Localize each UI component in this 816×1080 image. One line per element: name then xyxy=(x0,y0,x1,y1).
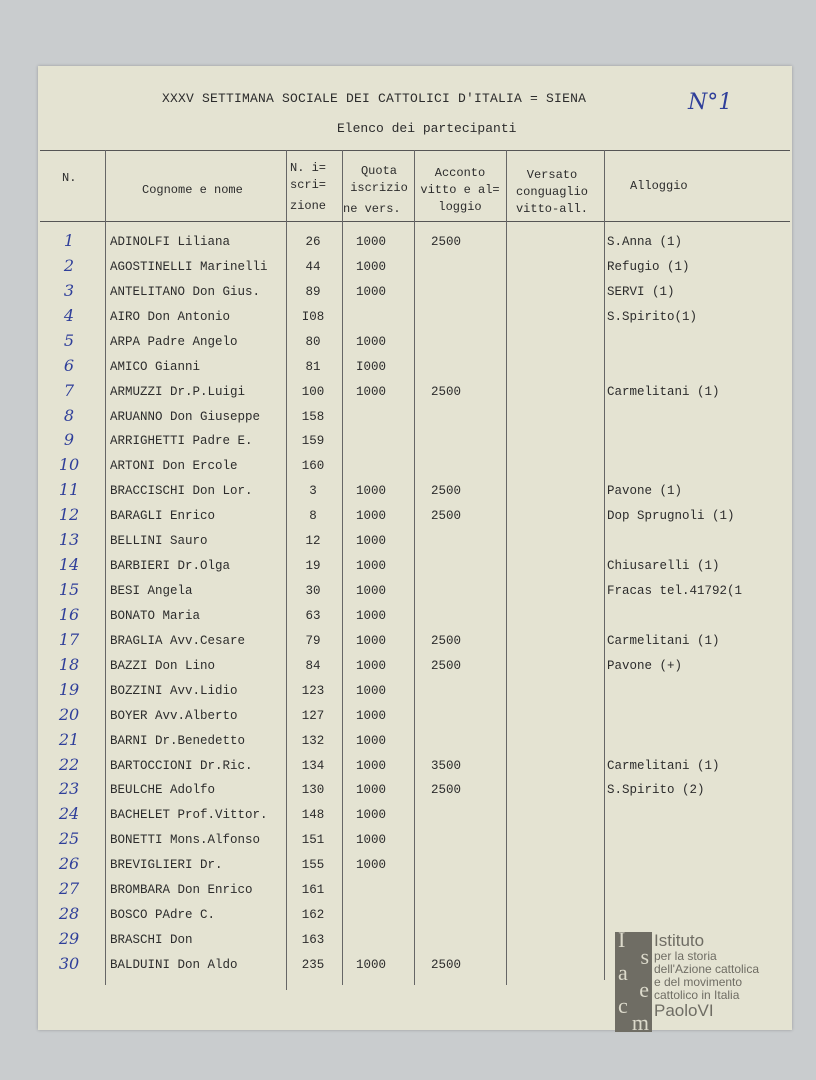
row-number: 27 xyxy=(58,879,80,899)
participant-name: BARAGLI Enrico xyxy=(110,509,216,524)
lodging: Refugio (1) xyxy=(607,259,690,274)
lodging: Chiusarelli (1) xyxy=(607,559,720,574)
row-number: 1 xyxy=(63,231,75,250)
registration-number: 155 xyxy=(301,858,325,873)
registration-number: 89 xyxy=(305,284,321,299)
lodging: Dop Sprugnoli (1) xyxy=(607,509,735,524)
logo-letter: I xyxy=(618,927,626,952)
participant-name: BARNI Dr.Benedetto xyxy=(110,733,246,748)
header-iscrizione xyxy=(290,160,326,215)
participant-name: BOYER Avv.Alberto xyxy=(110,708,238,723)
registration-number: 19 xyxy=(305,559,321,574)
column-divider xyxy=(105,150,106,985)
participant-name: ADINOLFI Liliana xyxy=(110,235,231,249)
deposit: 2500 xyxy=(430,633,461,648)
deposit: 3500 xyxy=(430,758,461,773)
participant-name: BRAGLIA Avv.Cesare xyxy=(110,633,246,648)
fee-paid: 1000 xyxy=(355,733,386,748)
registration-number: 30 xyxy=(305,584,321,599)
registration-number: 134 xyxy=(301,758,325,773)
header-n: N. xyxy=(62,171,77,185)
participant-name: BEULCHE Adolfo xyxy=(110,783,216,798)
registration-number: 79 xyxy=(305,633,321,648)
registration-number: 3 xyxy=(309,484,317,499)
row-number: 28 xyxy=(58,904,80,924)
registration-number: 162 xyxy=(301,908,325,923)
logo-line: e del movimento xyxy=(654,975,743,989)
row-number: 26 xyxy=(58,854,80,874)
registration-number: 81 xyxy=(305,359,321,374)
deposit: 2500 xyxy=(430,957,461,972)
fee-paid: 1000 xyxy=(355,658,386,673)
participant-name: BRASCHI Don xyxy=(110,933,193,948)
lodging: Carmelitani (1) xyxy=(607,384,720,399)
participant-name: BALDUINI Don Aldo xyxy=(110,957,238,972)
logo-text xyxy=(654,932,759,1020)
header-line: N. i= xyxy=(290,161,327,175)
row-number: 16 xyxy=(58,604,80,624)
header-line: iscrizio xyxy=(350,181,408,195)
lodging: SERVI (1) xyxy=(607,284,675,299)
isacem-watermark-logo xyxy=(615,927,760,1037)
registration-number: 127 xyxy=(301,708,325,723)
fee-paid: 1000 xyxy=(355,608,386,623)
participant-name: BAZZI Don Lino xyxy=(110,658,216,673)
header-line: loggio xyxy=(438,200,482,214)
lodging: Pavone (1) xyxy=(607,484,683,499)
header-line: conguaglio xyxy=(515,185,588,199)
participant-name: AMICO Gianni xyxy=(110,359,201,374)
participant-name: BREVIGLIERI Dr. xyxy=(110,858,223,873)
header-versato xyxy=(506,167,598,218)
registration-number: 8 xyxy=(309,509,317,524)
deposit: 2500 xyxy=(430,235,461,249)
registration-number: 12 xyxy=(305,534,321,549)
row-number: 29 xyxy=(58,929,80,949)
participant-name: BARBIERI Dr.Olga xyxy=(110,559,231,574)
column-divider xyxy=(506,150,507,985)
registration-number: I08 xyxy=(301,309,325,324)
participant-name: BACHELET Prof.Vittor. xyxy=(110,808,268,823)
fee-paid: 1000 xyxy=(355,235,386,249)
participant-name: ARTONI Don Ercole xyxy=(110,459,238,474)
fee-paid: 1000 xyxy=(355,384,386,399)
registration-number: 159 xyxy=(301,434,325,449)
fee-paid: 1000 xyxy=(355,633,386,648)
row-number: 22 xyxy=(58,754,80,774)
header-name: Cognome e nome xyxy=(142,183,243,197)
fee-paid: 1000 xyxy=(355,259,386,274)
registration-number: 160 xyxy=(301,459,325,474)
row-number: 17 xyxy=(58,629,80,649)
registration-number: 161 xyxy=(301,883,325,898)
participant-name: BONATO Maria xyxy=(110,608,201,623)
logo-letter: s xyxy=(640,943,649,969)
lodging: Fracas tel.41792(1 xyxy=(607,584,743,599)
header-line: Versato xyxy=(526,168,578,182)
registration-number: 235 xyxy=(301,957,325,972)
lodging: Carmelitani (1) xyxy=(607,758,720,773)
deposit: 2500 xyxy=(430,783,461,798)
header-quota xyxy=(343,163,415,218)
registration-number: 84 xyxy=(305,658,321,673)
row-number: 7 xyxy=(63,380,75,400)
fee-paid: 1000 xyxy=(355,833,386,848)
row-number: 8 xyxy=(63,405,75,425)
row-number: 20 xyxy=(58,704,80,724)
participant-name: BOZZINI Avv.Lidio xyxy=(110,683,238,698)
participant-name: ARPA Padre Angelo xyxy=(110,334,238,349)
logo-letter: a xyxy=(618,960,628,985)
registration-number: 148 xyxy=(301,808,325,823)
lodging: Carmelitani (1) xyxy=(607,633,720,648)
fee-paid: 1000 xyxy=(355,284,386,299)
logo-line: Istituto xyxy=(654,931,705,950)
deposit: 2500 xyxy=(430,509,461,524)
fee-paid: 1000 xyxy=(355,484,386,499)
row-number: 10 xyxy=(58,455,80,475)
column-divider xyxy=(342,150,343,985)
deposit: 2500 xyxy=(430,658,461,673)
registration-number: 130 xyxy=(301,783,325,798)
row-number: 18 xyxy=(58,654,80,674)
fee-paid: 1000 xyxy=(355,957,386,972)
logo-letter: m xyxy=(631,1009,649,1035)
header-line: vitto e al= xyxy=(420,183,500,197)
row-number: 24 xyxy=(58,804,80,824)
handwritten-document-number: N°1 xyxy=(688,90,733,115)
fee-paid: 1000 xyxy=(355,334,386,349)
logo-line: per la storia xyxy=(654,949,717,963)
fee-paid: 1000 xyxy=(355,534,386,549)
header-line: zione xyxy=(290,199,327,213)
registration-number: 80 xyxy=(305,334,321,349)
fee-paid: I000 xyxy=(355,359,386,374)
fee-paid: 1000 xyxy=(355,708,386,723)
fee-paid: 1000 xyxy=(355,509,386,524)
participant-name: BRACCISCHI Don Lor. xyxy=(110,484,253,499)
header-alloggio: Alloggio xyxy=(630,179,688,193)
lodging: Pavone (+) xyxy=(607,658,683,673)
registration-number: 132 xyxy=(301,733,325,748)
logo-letter: c xyxy=(618,993,628,1018)
header-line: vitto-all. xyxy=(515,202,588,216)
registration-number: 63 xyxy=(305,608,321,623)
logo-letter: e xyxy=(639,976,649,1002)
participant-name: AGOSTINELLI Marinelli xyxy=(110,259,268,274)
table-top-rule xyxy=(40,150,790,151)
row-number: 11 xyxy=(58,480,80,500)
row-number: 12 xyxy=(58,505,80,525)
logo-line: dell'Azione cattolica xyxy=(654,962,760,976)
row-number: 2 xyxy=(63,255,75,275)
fee-paid: 1000 xyxy=(355,584,386,599)
participant-name: BESI Angela xyxy=(110,584,193,599)
deposit: 2500 xyxy=(430,384,461,399)
row-number: 6 xyxy=(63,355,75,375)
registration-number: 26 xyxy=(305,235,321,249)
column-divider xyxy=(414,150,415,985)
fee-paid: 1000 xyxy=(355,559,386,574)
registration-number: 158 xyxy=(301,409,325,424)
participant-name: BARTOCCIONI Dr.Ric. xyxy=(110,758,253,773)
row-number: 21 xyxy=(58,729,80,749)
column-divider xyxy=(604,150,605,980)
fee-paid: 1000 xyxy=(355,758,386,773)
registration-number: 100 xyxy=(301,384,325,399)
row-number: 23 xyxy=(58,779,80,799)
fee-paid: 1000 xyxy=(355,858,386,873)
logo-line: PaoloVI xyxy=(654,1001,714,1020)
row-number: 15 xyxy=(58,580,80,600)
registration-number: 123 xyxy=(301,683,325,698)
participant-name: BOSCO PAdre C. xyxy=(110,908,216,923)
fee-paid: 1000 xyxy=(355,783,386,798)
registration-number: 151 xyxy=(301,833,325,848)
header-acconto xyxy=(414,165,506,216)
row-number: 14 xyxy=(58,555,80,575)
registration-number: 44 xyxy=(305,259,321,274)
row-number: 13 xyxy=(58,530,80,550)
participant-name: ANTELITANO Don Gius. xyxy=(110,284,261,299)
document-subtitle: Elenco dei partecipanti xyxy=(337,121,517,136)
row-number: 25 xyxy=(58,829,80,849)
header-line: scri= xyxy=(290,178,327,192)
column-divider xyxy=(286,150,287,990)
participant-name: ARRIGHETTI Padre E. xyxy=(110,434,253,449)
header-line: ne vers. xyxy=(343,202,401,216)
registration-number: 163 xyxy=(301,933,325,948)
row-number: 4 xyxy=(63,305,75,325)
row-number: 30 xyxy=(58,953,80,973)
lodging: S.Anna (1) xyxy=(607,235,683,249)
row-number: 3 xyxy=(63,280,75,300)
header-line: Acconto xyxy=(434,166,486,180)
fee-paid: 1000 xyxy=(355,808,386,823)
participant-name: ARUANNO Don Giuseppe xyxy=(110,409,261,424)
row-number: 5 xyxy=(63,330,75,350)
header-line: Quota xyxy=(360,164,397,178)
row-number: 19 xyxy=(58,679,80,699)
participant-name: BROMBARA Don Enrico xyxy=(110,883,253,898)
row-number: 9 xyxy=(63,430,75,450)
lodging: S.Spirito (2) xyxy=(607,783,705,798)
document-title: XXXV SETTIMANA SOCIALE DEI CATTOLICI D'ITALIA = SIENA xyxy=(162,91,587,106)
participant-name: BELLINI Sauro xyxy=(110,534,208,549)
logo-line: cattolico in Italia xyxy=(654,988,740,1002)
deposit: 2500 xyxy=(430,484,461,499)
participant-name: AIRO Don Antonio xyxy=(110,309,231,324)
participant-name: BONETTI Mons.Alfonso xyxy=(110,833,261,848)
fee-paid: 1000 xyxy=(355,683,386,698)
participant-name: ARMUZZI Dr.P.Luigi xyxy=(110,384,246,399)
logo-mark xyxy=(615,927,652,1035)
lodging: S.Spirito(1) xyxy=(607,309,698,324)
header-bottom-rule xyxy=(40,221,790,222)
